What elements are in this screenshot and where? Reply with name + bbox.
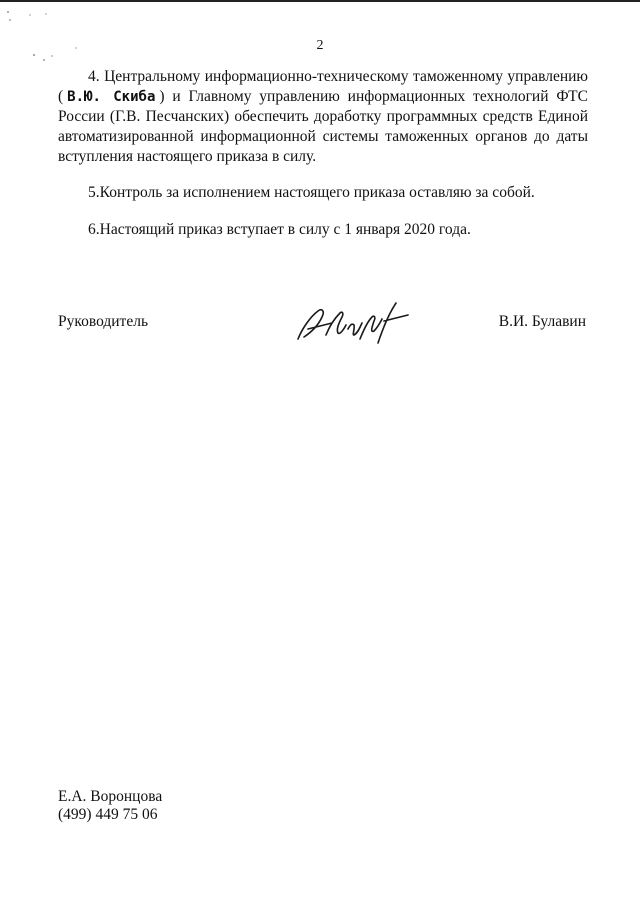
page-number: 2	[316, 38, 324, 53]
paragraph-5: 5.Контроль за исполнением настоящего приказа оставляю за собой.	[88, 184, 535, 201]
paragraph-6: 6.Настоящий приказ вступает в силу с 1 января 2020 года.	[88, 221, 471, 238]
executor-contact	[58, 788, 162, 824]
executor-name: Е.А. Воронцова	[58, 788, 163, 805]
paragraph-4-end: ) и Главному управлению информационных технологий ФТС России (Г.В. Песчанских) обеспечить доработку программных средств Единой автоматизированной информационной системы таможенных органов до даты вступления настоящего приказа в силу.	[58, 88, 588, 165]
signatory-title: Руководитель	[58, 313, 149, 330]
handwritten-signature	[292, 299, 412, 345]
paragraph-4	[58, 67, 588, 167]
scan-specks	[0, 0, 90, 70]
signature-block	[58, 313, 588, 363]
stamped-name: В.Ю. Скиба	[67, 89, 156, 105]
document-body	[58, 67, 588, 240]
executor-phone: (499) 449 75 06	[58, 806, 158, 823]
paragraph-4-start: 4. Центральному информационно-техническому таможенному управлению (	[58, 68, 588, 105]
scan-top-edge	[0, 0, 640, 2]
signatory-name: В.И. Булавин	[498, 313, 586, 330]
